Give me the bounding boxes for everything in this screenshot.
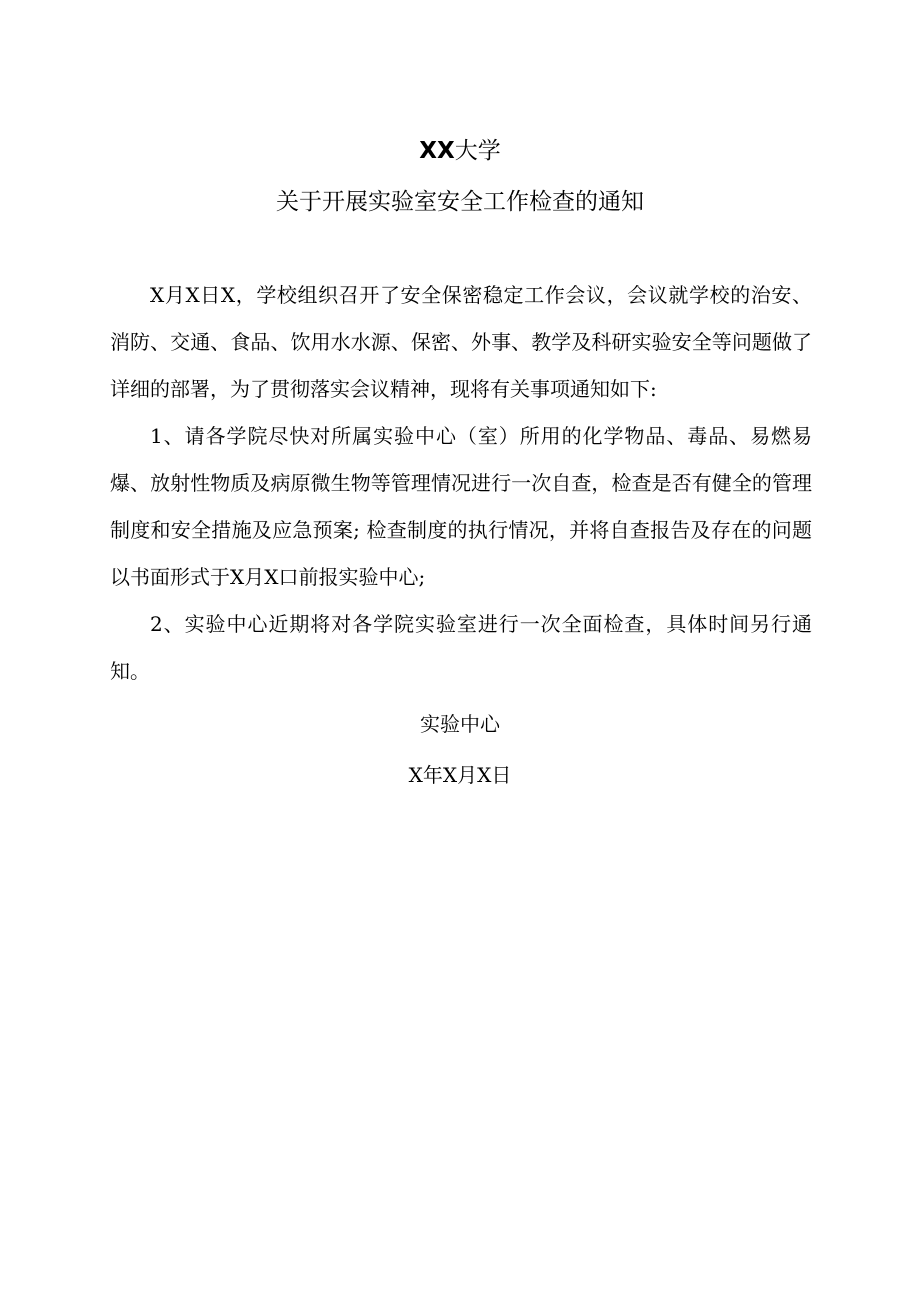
university-title bbox=[0, 131, 920, 171]
paragraph-item-1: 1、请各学院尽快对所属实验中心（室）所用的化学物品、毒品、易燃易爆、放射性物质及病原微生物等管理情况进行一次自查，检查是否有健全的管理制度和安全措施及应急预案; 检查制度的执行情况，并将自查报告及存在的问题以书面形式于X月X口前报实验中心; bbox=[110, 424, 812, 589]
university-suffix: 大学 bbox=[454, 138, 501, 164]
notice-title: 关于开展实验室安全工作检查的通知 bbox=[276, 189, 644, 215]
paragraph-item-2: 2、实验中心近期将对各学院实验室进行一次全面检查，具体时间另行通知。 bbox=[110, 612, 812, 683]
university-prefix: XX bbox=[419, 138, 455, 164]
paragraph-intro: X月X日X，学校组织召开了安全保密稳定工作会议，会议就学校的治安、消防、交通、食品、饮用水水源、保密、外事、教学及科研实验安全等问题做了详细的部署，为了贯彻落实会议精神，现将有关事项通知如下: bbox=[110, 283, 812, 401]
signature-organization: 实验中心 bbox=[420, 712, 500, 736]
notice-body bbox=[110, 272, 812, 695]
signature-date: X年X月X日 bbox=[408, 763, 512, 787]
